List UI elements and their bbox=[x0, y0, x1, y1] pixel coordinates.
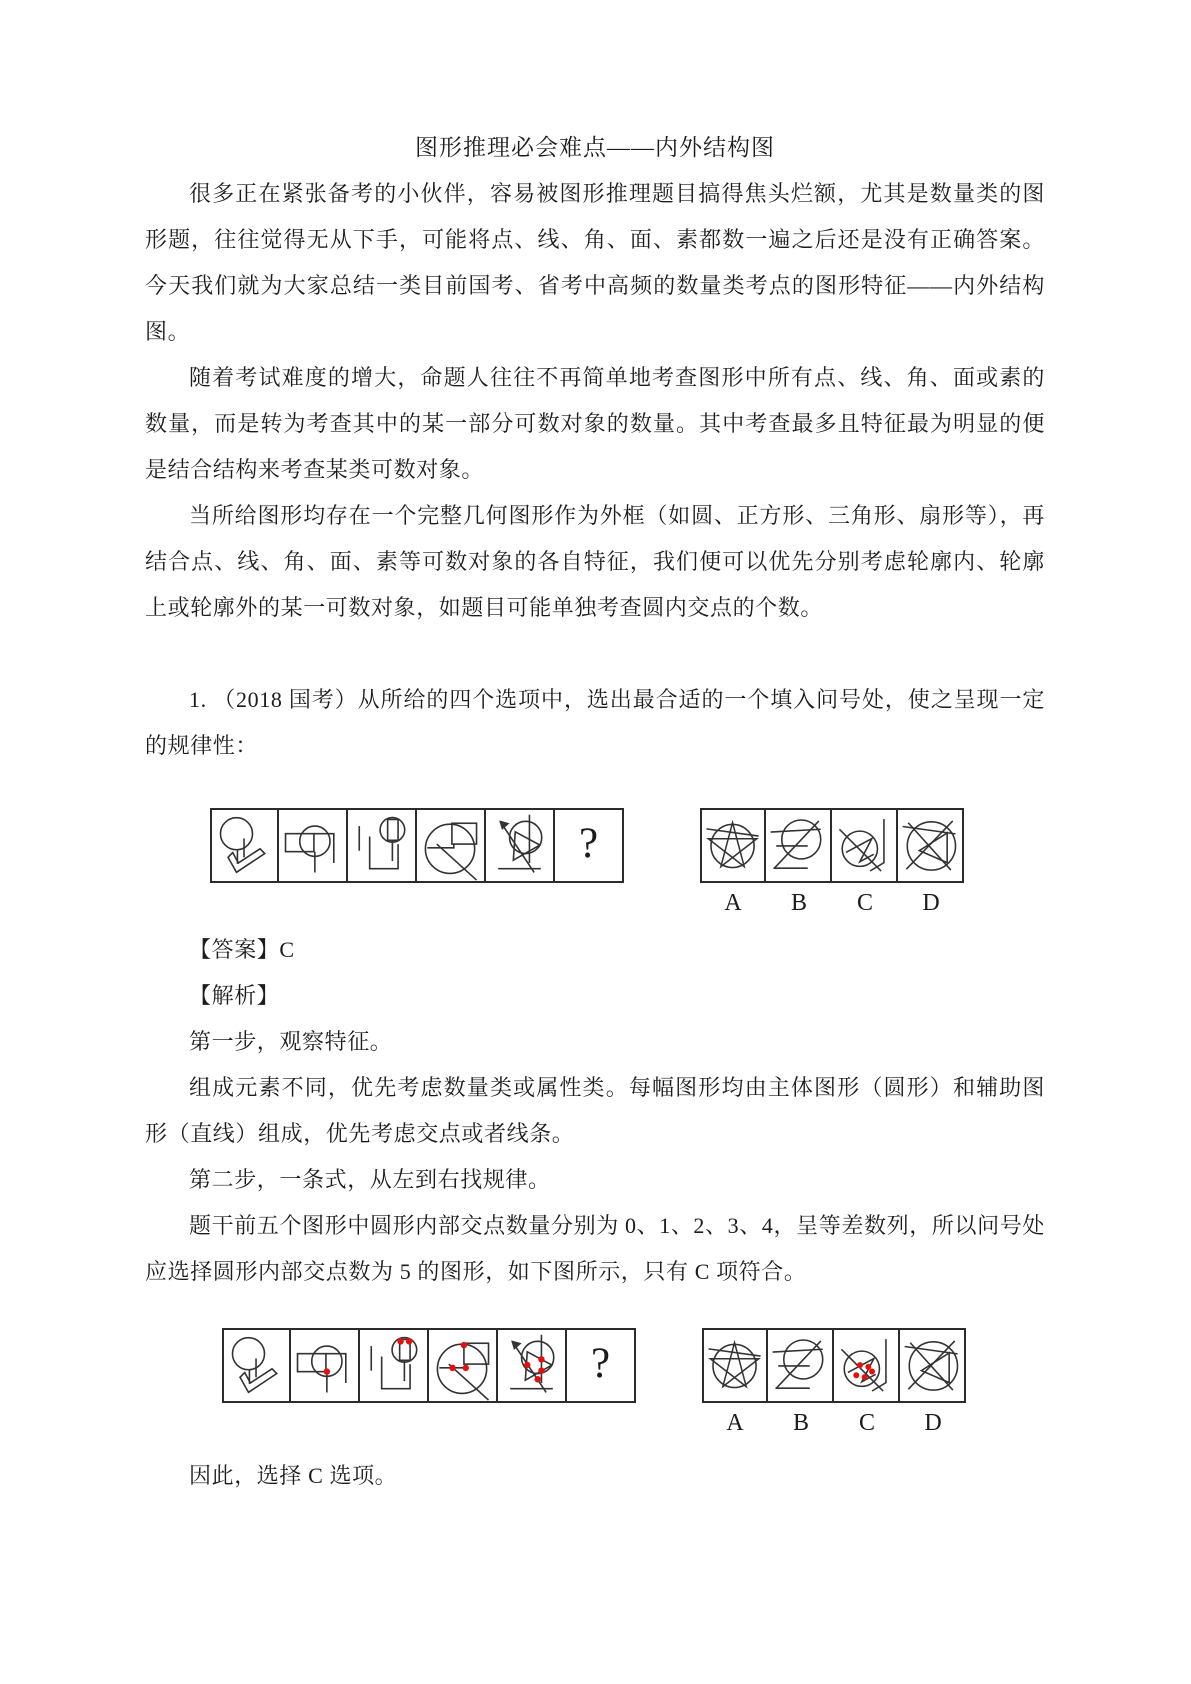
intersection-dot bbox=[463, 1365, 469, 1371]
option-label-a: A bbox=[724, 890, 742, 916]
intro-paragraph-2: 随着考试难度的增大，命题人往往不再简单地考查图形中所有点、线、角、面或素的数量，而是转为考查其中的某一部分可数对象的数量。其中考查最多且特征最为明显的便是结合结构来考查某类可数对象。 bbox=[145, 365, 1045, 482]
analysis-step-1: 第一步，观察特征。 bbox=[189, 1029, 393, 1054]
circle-with-rectangle-icon bbox=[291, 1330, 358, 1401]
answer-line bbox=[145, 927, 1045, 973]
solution-panel-5 bbox=[498, 1328, 567, 1403]
circle-with-crossing-lines-icon bbox=[898, 810, 962, 881]
answer-label: 【答案】 bbox=[189, 937, 280, 962]
option-panel-c bbox=[832, 808, 898, 883]
small-circle-with-u-shape-icon bbox=[348, 810, 415, 881]
analysis-label: 【解析】 bbox=[189, 983, 280, 1008]
solution-option-panel-a bbox=[702, 1328, 768, 1403]
solution-panel-2 bbox=[291, 1328, 360, 1403]
question-figure-row bbox=[210, 808, 1045, 917]
intersection-dot bbox=[534, 1376, 540, 1382]
sequence-panel-5 bbox=[486, 808, 555, 883]
solution-panel-question-mark bbox=[567, 1328, 636, 1403]
option-label-a: A bbox=[726, 1410, 744, 1436]
option-label-b: B bbox=[792, 1410, 809, 1436]
circle-with-star-icon bbox=[702, 810, 764, 881]
solution-panel-4 bbox=[429, 1328, 498, 1403]
question-mark-glyph: ? bbox=[590, 1340, 611, 1387]
intersection-dot bbox=[449, 1365, 455, 1371]
circle-with-arrow-and-check-icon bbox=[832, 810, 896, 881]
option-label-d: D bbox=[922, 890, 940, 916]
solution-option-panel-d bbox=[900, 1328, 966, 1403]
circle-with-rectangle-and-diagonal-icon bbox=[417, 810, 484, 881]
question-mark-glyph: ? bbox=[578, 820, 599, 867]
intersection-dot bbox=[406, 1338, 412, 1344]
intersection-dot bbox=[862, 1374, 868, 1380]
solution-option-labels-row bbox=[702, 1409, 966, 1437]
intersection-dot bbox=[538, 1367, 544, 1373]
page-title: 图形推理必会难点——内外结构图 bbox=[415, 135, 775, 160]
circle-with-triangle-and-arrow-icon bbox=[486, 810, 553, 881]
sequence-panel-3 bbox=[348, 808, 417, 883]
question-text: 1. （2018 国考）从所给的四个选项中，选出最合适的一个填入问号处，使之呈现一定的规律性： bbox=[145, 687, 1045, 758]
solution-panel-1 bbox=[222, 1328, 291, 1403]
circle-with-z-lines-icon bbox=[766, 810, 830, 881]
intro-paragraph-3: 当所给图形均存在一个完整几何图形作为外框（如圆、正方形、三角形、扇形等），再结合点、线、角、面、素等可数对象的各自特征，我们便可以优先分别考虑轮廓内、轮廓上或轮廓外的某一可数对象，如题目可能单独考查圆内交点的个数。 bbox=[145, 503, 1045, 620]
answer-value: C bbox=[279, 937, 295, 962]
sequence-panel-question-mark bbox=[555, 808, 624, 883]
solution-option-panel-c bbox=[834, 1328, 900, 1403]
option-label-c: C bbox=[858, 1410, 875, 1436]
sequence-strip bbox=[210, 808, 624, 883]
circle-with-check-mark-icon bbox=[212, 810, 277, 881]
sequence-panel-2 bbox=[279, 808, 348, 883]
figure-gap bbox=[624, 808, 700, 883]
option-panel-a bbox=[700, 808, 766, 883]
option-panel-b bbox=[766, 808, 832, 883]
intersection-dot bbox=[853, 1372, 859, 1378]
small-circle-with-u-shape-icon bbox=[360, 1330, 427, 1401]
option-label-d: D bbox=[924, 1410, 942, 1436]
intersection-dot bbox=[538, 1356, 544, 1362]
circle-with-check-mark-icon bbox=[224, 1330, 289, 1401]
circle-with-triangle-and-arrow-icon bbox=[498, 1330, 565, 1401]
solution-options-strip bbox=[702, 1328, 966, 1403]
circle-with-rectangle-and-diagonal-icon bbox=[429, 1330, 496, 1401]
option-label-b: B bbox=[790, 890, 807, 916]
options-strip bbox=[700, 808, 964, 883]
intersection-dot bbox=[857, 1362, 863, 1368]
conclusion-text: 因此，选择 C 选项。 bbox=[189, 1463, 398, 1488]
intersection-dot bbox=[324, 1368, 330, 1374]
intersection-dot bbox=[865, 1364, 871, 1370]
solution-figure-row bbox=[222, 1328, 1045, 1437]
options-block bbox=[700, 808, 964, 917]
analysis-step-4: 题干前五个图形中圆形内部交点数量分别为 0、1、2、3、4，呈等差数列，所以问号处应选择圆形内部交点数为 5 的图形，如下图所示，只有 C 项符合。 bbox=[145, 1213, 1045, 1284]
intersection-dot bbox=[524, 1362, 530, 1368]
solution-option-panel-b bbox=[768, 1328, 834, 1403]
option-label-c: C bbox=[856, 890, 873, 916]
option-labels-row bbox=[700, 889, 964, 917]
solution-options-block bbox=[702, 1328, 966, 1437]
analysis-step-3: 第二步，一条式，从左到右找规律。 bbox=[189, 1167, 551, 1192]
option-panel-d bbox=[898, 808, 964, 883]
solution-sequence-strip bbox=[222, 1328, 636, 1403]
sequence-panel-4 bbox=[417, 808, 486, 883]
circle-with-star-icon bbox=[704, 1330, 766, 1401]
intro-paragraph-1: 很多正在紧张备考的小伙伴，容易被图形推理题目搞得焦头烂额，尤其是数量类的图形题，往往觉得无从下手，可能将点、线、角、面、素都数一遍之后还是没有正确答案。今天我们就为大家总结一类目前国考、省考中高频的数量类考点的图形特征——内外结构图。 bbox=[145, 181, 1045, 344]
circle-with-rectangle-icon bbox=[279, 810, 346, 881]
circle-with-arrow-and-check-icon bbox=[834, 1330, 898, 1401]
analysis-step-2: 组成元素不同，优先考虑数量类或属性类。每幅图形均由主体图形（圆形）和辅助图形（直线）组成，优先考虑交点或者线条。 bbox=[145, 1075, 1045, 1146]
figure-gap bbox=[636, 1328, 702, 1403]
blank-line bbox=[145, 631, 1045, 677]
circle-with-z-lines-icon bbox=[768, 1330, 832, 1401]
intersection-dot bbox=[397, 1338, 403, 1344]
solution-panel-3 bbox=[360, 1328, 429, 1403]
sequence-panel-1 bbox=[210, 808, 279, 883]
circle-with-crossing-lines-icon bbox=[900, 1330, 964, 1401]
intersection-dot bbox=[869, 1369, 875, 1375]
intersection-dot bbox=[461, 1342, 467, 1348]
